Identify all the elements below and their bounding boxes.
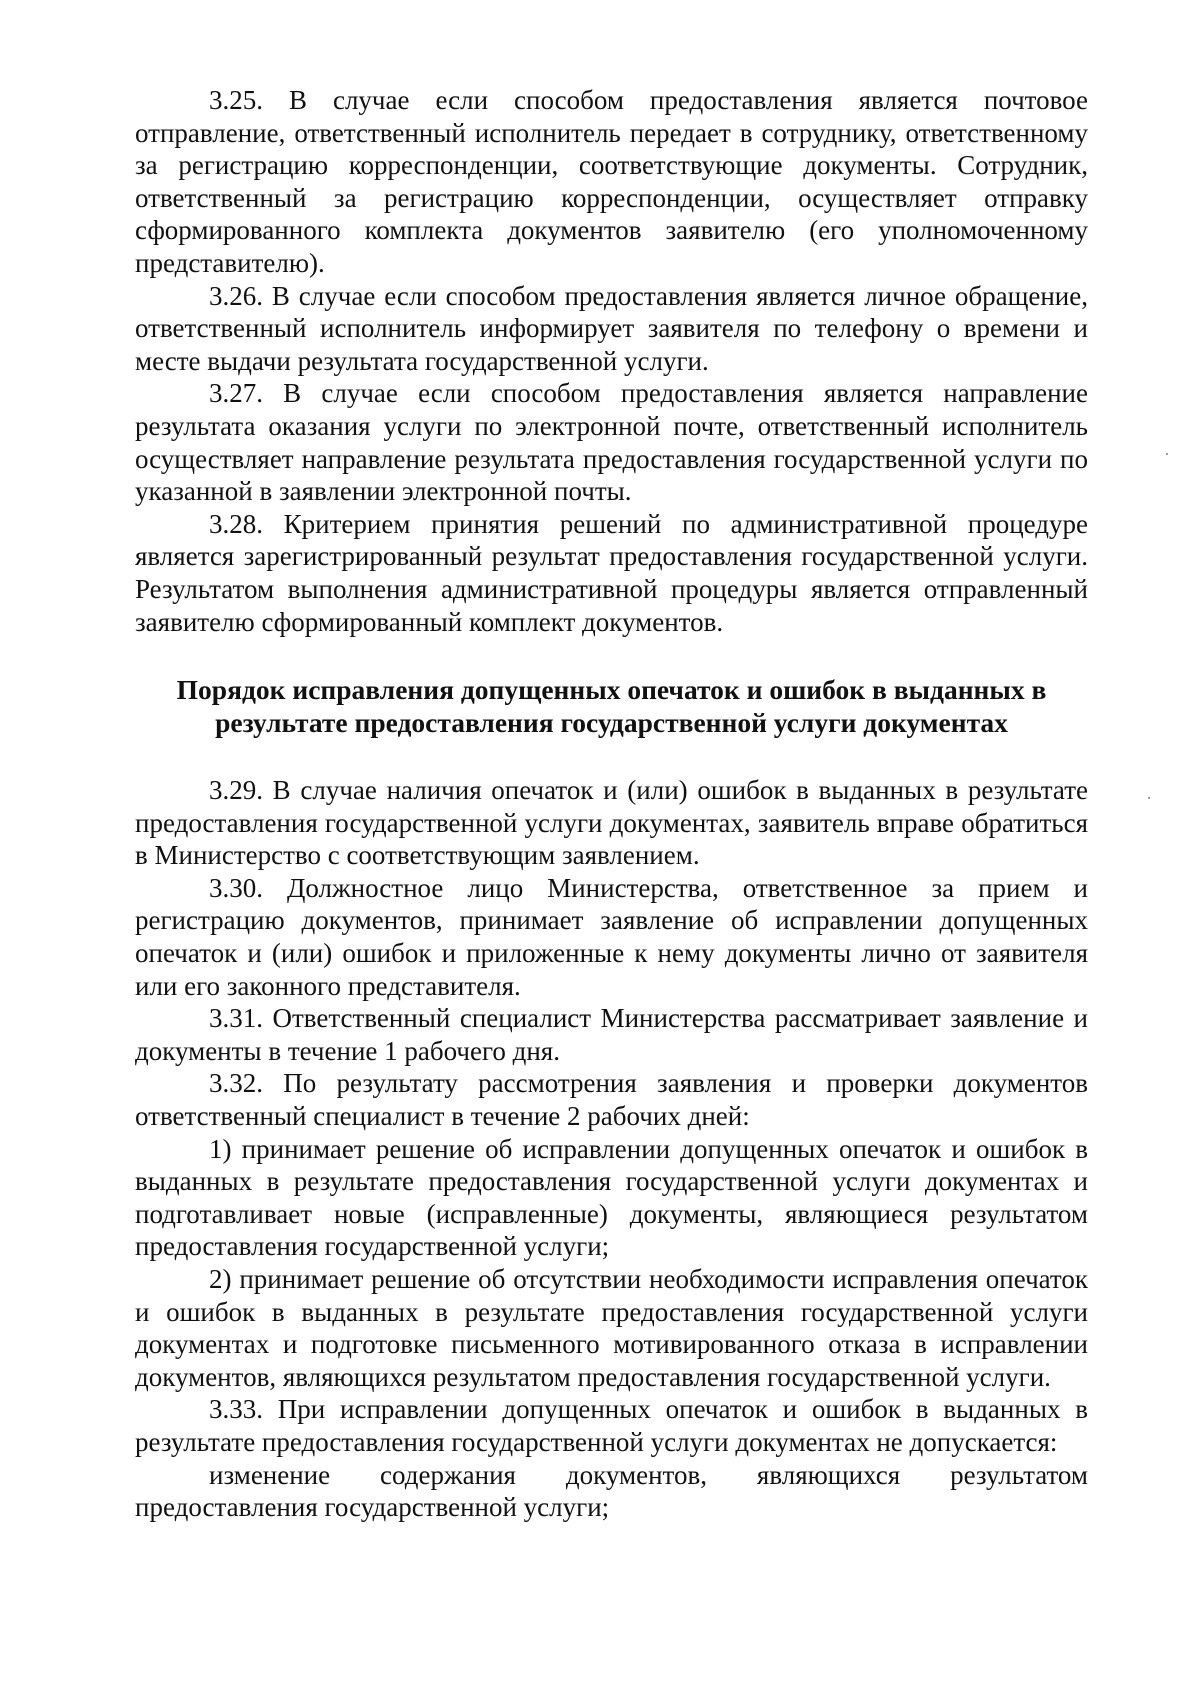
paragraph-3-30: 3.30. Должностное лицо Министерства, ответственное за прием и регистрацию документов, принимает заявление об исправлении допущенных опечаток и (или) ошибок и приложенные к нему документы лично от заявителя или его законного представителя. — [135, 872, 1088, 1001]
paragraph-3-26: 3.26. В случае если способом предоставления является личное обращение, ответственный исполнитель информирует заявителя по телефону о времени и месте выдачи результата государственной услуги. — [135, 280, 1088, 376]
paragraph-3-31: 3.31. Ответственный специалист Министерства рассматривает заявление и документы в течение 1 рабочего дня. — [135, 1003, 1088, 1066]
list-item-1: 1) принимает решение об исправлении допущенных опечаток и ошибок в выданных в результате предоставления государственной услуги документах и подготавливает новые (исправленные) документы, являющиеся результатом предоставления государственной услуги; — [135, 1133, 1088, 1262]
paragraph-3-27: 3.27. В случае если способом предоставления является направление результата оказания услуги по электронной почте, ответственный исполнитель осуществляет направление результата предоставления государственной услуги по указанной в заявлении электронной почты. — [135, 378, 1088, 507]
paragraph-3-28: 3.28. Критерием принятия решений по административной процедуре является зарегистрированный результат предоставления государственной услуги. Результатом выполнения административной процедуры является отправленный заявителю сформированный комплект документов. — [135, 508, 1088, 637]
section-heading-line-2: результате предоставления государственной услуги документах — [215, 707, 1008, 739]
list-item-2: 2) принимает решение об отсутствии необходимости исправления опечаток и ошибок в выданных в результате предоставления государственной услуги документах и подготовке письменного мотивированного отказа в исправлении документов, являющихся результатом предоставления государственной услуги. — [135, 1264, 1088, 1392]
scan-speck — [1166, 453, 1168, 455]
paragraph-3-32: 3.32. По результату рассмотрения заявления и проверки документов ответственный специалист в течение 2 рабочих дней: — [135, 1068, 1088, 1132]
section-heading-line-1: Порядок исправления допущенных опечаток и ошибок в выданных в — [176, 674, 1047, 706]
section-heading — [135, 673, 1088, 739]
paragraph-3-25: 3.25. В случае если способом предоставления является почтовое отправление, ответственный исполнитель передает в сотруднику, ответственному за регистрацию корреспонденции, соответствующие документы. Сотрудник, ответственный за регистрацию корреспонденции, осуществляет отправку сформированного комплекта документов заявителю (его уполномоченному представителю). — [135, 85, 1088, 278]
paragraph-3-29: 3.29. В случае наличия опечаток и (или) ошибок в выданных в результате предоставления государственной услуги документах, заявитель вправе обратиться в Министерство с соответствующим заявлением. — [135, 775, 1088, 871]
paragraph-3-33: 3.33. При исправлении допущенных опечаток и ошибок в выданных в результате предоставления государственной услуги документах не допускается: — [135, 1394, 1088, 1457]
document-body — [135, 84, 1088, 1524]
paragraph-content-change: изменение содержания документов, являющихся результатом предоставления государственной услуги; — [135, 1459, 1088, 1523]
scan-speck — [1148, 797, 1150, 799]
